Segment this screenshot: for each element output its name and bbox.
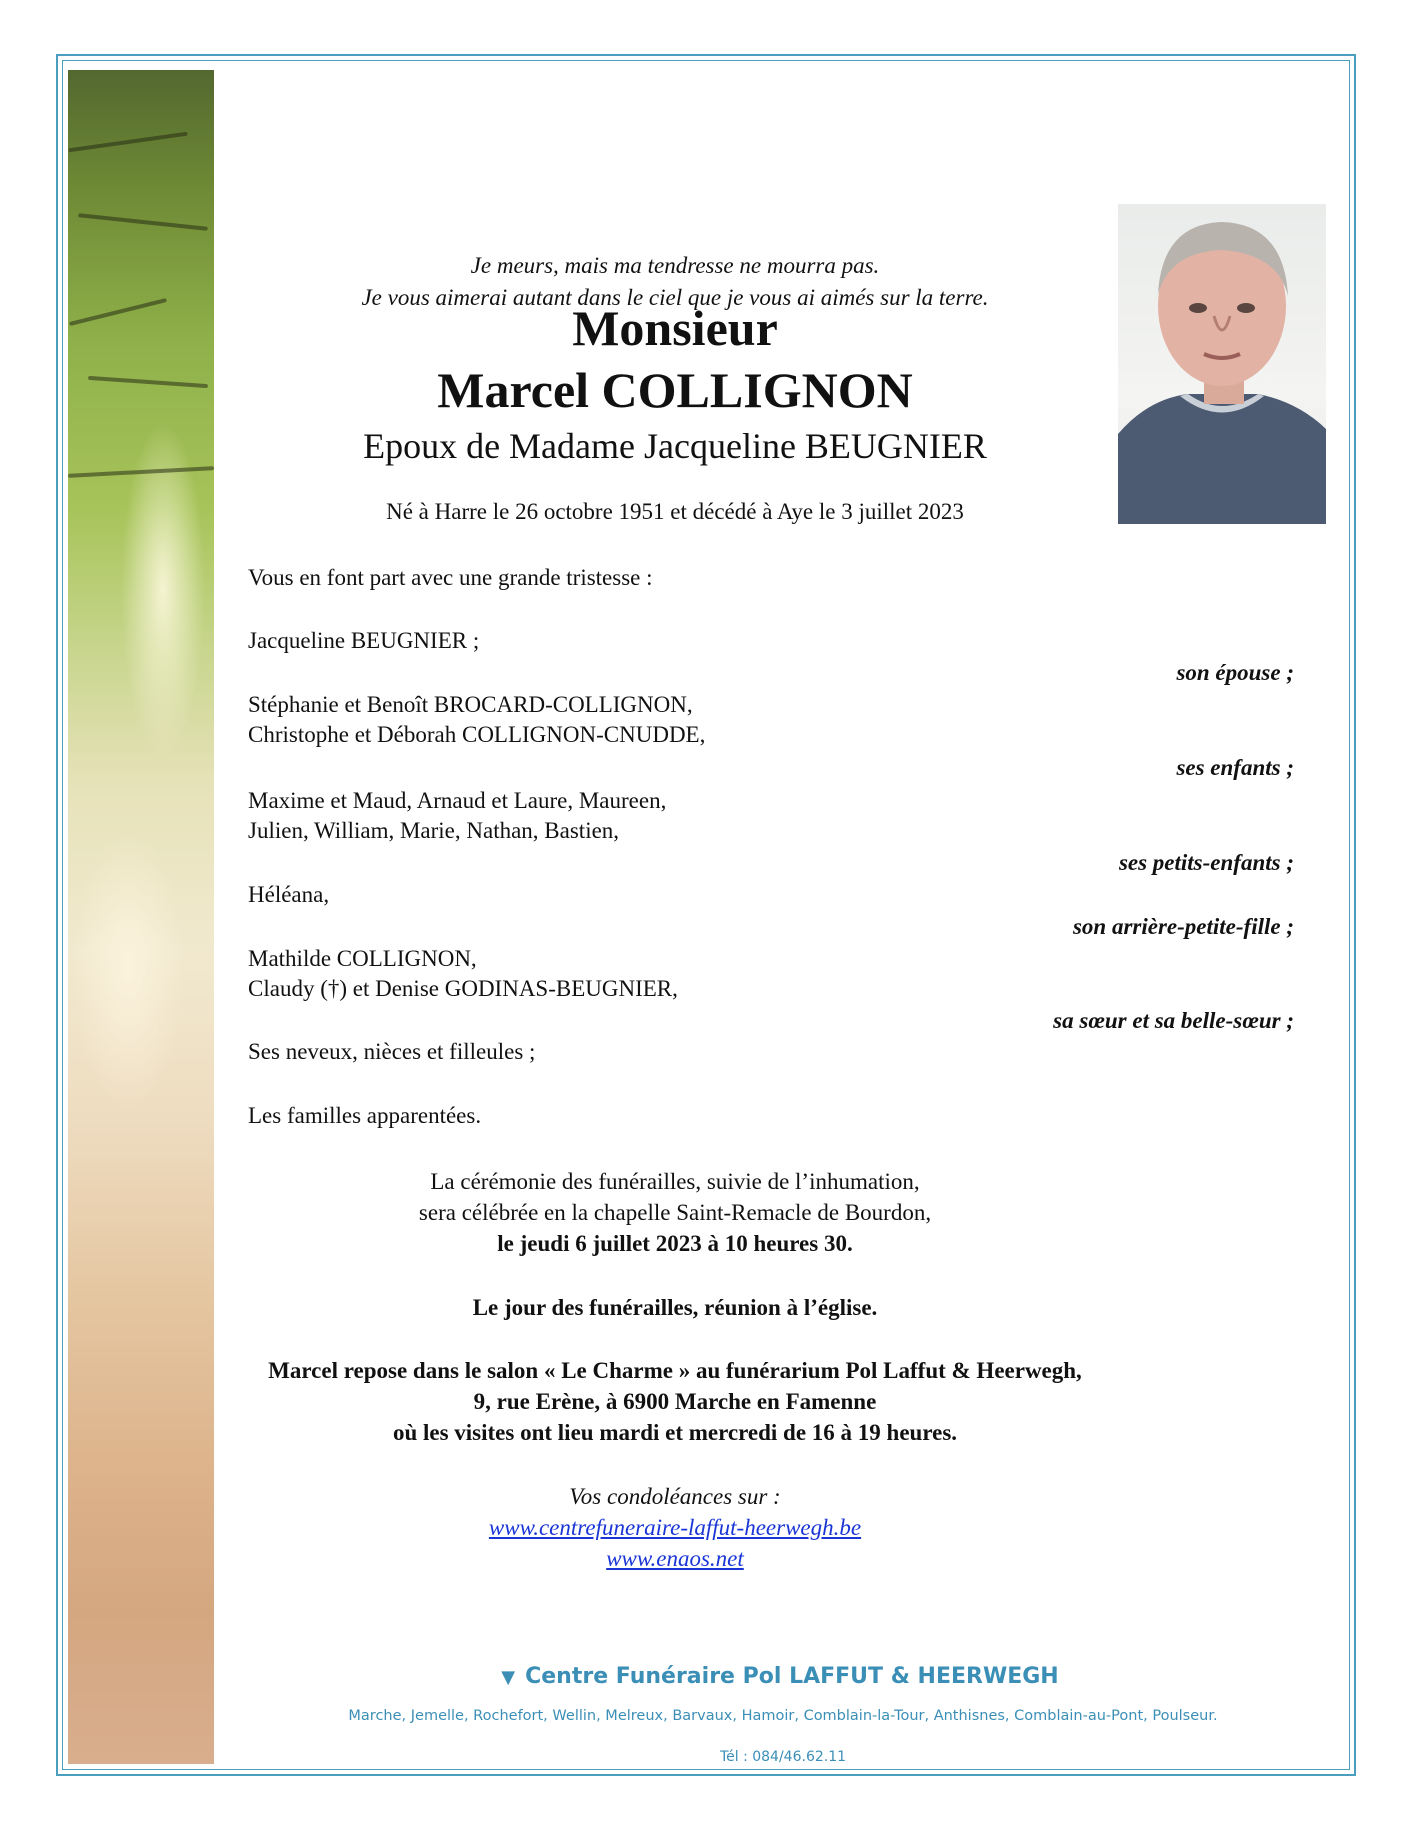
branch-towns: Marche, Jemelle, Rochefort, Wellin, Melreux, Barvaux, Hamoir, Comblain-la-Tour, Anthisnes, Comblain-au-Pont, Poulseur. [348,1708,1218,1724]
telephone: Tél : 084/46.62.11 [719,1749,847,1765]
relation-label: ses petits-enfants ; [1118,850,1294,875]
relation-label: son épouse ; [1176,660,1294,685]
meeting-info: Le jour des funérailles, réunion à l’église. [472,1295,878,1320]
relation-label: ses enfants ; [1176,755,1294,780]
funeral-center-title [400,1664,1160,1689]
family-name-line: Héléana, [248,882,330,907]
portrait-drawing [1118,204,1326,524]
family-name-line: Julien, William, Marie, Nathan, Bastien, [248,818,620,843]
family-name-line: Claudy (†) et Denise GODINAS-BEUGNIER, [248,976,678,1001]
condolences-link-row [215,1512,1135,1543]
announcement-intro: Vous en font part avec une grande tristesse : [248,565,653,590]
triangle-down-icon: ▼ [501,1667,516,1688]
relation-label: sa sœur et sa belle-sœur ; [1053,1008,1294,1033]
family-name-line: Stéphanie et Benoît BROCARD-COLLIGNON, [248,692,693,717]
birth-death-line: Né à Harre le 26 octobre 1951 et décédé à Aye le 3 juillet 2023 [386,499,964,524]
extended-family-line: Ses neveux, nièces et filleules ; [248,1039,536,1064]
family-name-line: Christophe et Déborah COLLIGNON-CNUDDE, [248,722,706,747]
visit-line-2: 9, rue Erène, à 6900 Marche en Famenne [473,1389,877,1414]
deceased-name: Marcel COLLIGNON [437,362,913,418]
relation-label: son arrière-petite-fille ; [1072,914,1294,939]
funeral-center-name: Centre Funéraire Pol LAFFUT & HEERWEGH [525,1664,1059,1689]
family-name-line: Maxime et Maud, Arnaud et Laure, Maureen, [248,788,667,813]
quote-line-2: Je vous aimerai autant dans le ciel que je vous ai aimés sur la terre. [361,285,989,310]
family-name-line: Jacqueline BEUGNIER ; [248,628,480,653]
deceased-honorific: Monsieur [572,300,778,356]
spouse-line: Epoux de Madame Jacqueline BEUGNIER [363,426,987,466]
condolences-link-row [215,1543,1135,1574]
visit-line-3: où les visites ont lieu mardi et mercredi de 16 à 19 heures. [392,1420,958,1445]
ceremony-line-1: La cérémonie des funérailles, suivie de l’inhumation, [430,1169,920,1194]
ceremony-line-2: sera célébrée en la chapelle Saint-Remacle de Bourdon, [418,1200,932,1225]
ceremony-date: le jeudi 6 juillet 2023 à 10 heures 30. [497,1231,853,1256]
extended-family-line: Les familles apparentées. [248,1103,482,1128]
condolences-label: Vos condoléances sur : [569,1484,781,1509]
family-name-line: Mathilde COLLIGNON, [248,946,477,971]
quote-line-1: Je meurs, mais ma tendresse ne mourra pas. [470,253,880,278]
deceased-portrait [1118,204,1326,524]
funeral-center-link[interactable]: www.centrefuneraire-laffut-heerwegh.be [488,1515,862,1540]
forest-path-image [68,70,214,1764]
visit-line-1: Marcel repose dans le salon « Le Charme » au funérarium Pol Laffut & Heerwegh, [268,1358,1082,1383]
enaos-link[interactable]: www.enaos.net [606,1546,744,1571]
